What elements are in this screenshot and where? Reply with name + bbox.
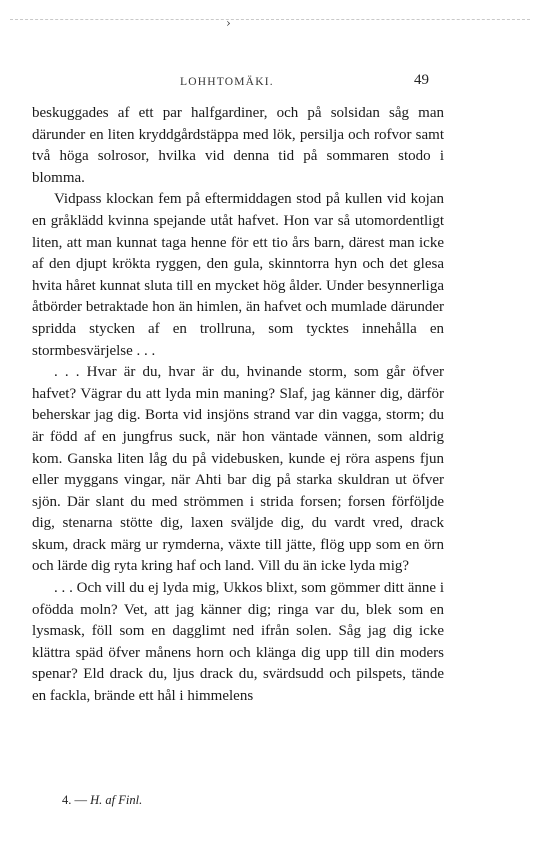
top-rule — [10, 19, 530, 20]
body-text — [32, 103, 444, 708]
printer-mark: › — [226, 16, 231, 30]
signature-mark — [62, 793, 142, 808]
signature-number: 4. — — [62, 793, 87, 807]
paragraph-1: beskuggades af ett par halfgardiner, och på solsidan såg man därunder en liten kryddgårdstäppa med lök, persilja och rofvor samt två höga solrosor, hvilka vid denna tid på sommaren stodo i blomma. — [32, 105, 444, 186]
paragraph-4: . . . Och vill du ej lyda mig, Ukkos blixt, som gömmer ditt änne i oföddа moln? Vet, att jag känner dig; ringa var du, blek som en lysmask, föll som en dagglimt ned ifrån solen. Såg jag dig icke klättra späd öfver månens horn och klänga dig upp till din moders spenar? Eld drack du, ljus drack du, svärdsudd och pilspets, tände en fackla, brände ett hål i himmelens — [32, 580, 444, 705]
paragraph-2: Vidpass klockan fem på eftermiddagen stod på kullen vid kojan en gråklädd kvinna spejande utåt hafvet. Hon var så utomordentligt liten, att man kunnat taga henne för ett tio års barn, därest man icke af den djupt krökta ryggen, den gula, skinntorra hyn och det glesa hvita håret kunnat sluta till en mycket hög ålder. Under besynnerliga åtbörder betraktade hon än himlen, än hafvet och mumlade därunder spridda stycken af en trollruna, som tycktes innehålla en stormbesvärjelse . . . — [32, 191, 444, 359]
page-number: 49 — [414, 72, 429, 88]
signature-title: H. af Finl. — [90, 793, 143, 807]
paragraph-3: . . . Hvar är du, hvar är du, hvinande storm, som går öfver hafvet? Vägrar du att lyda min maning? Slaf, jag känner dig, därför beherskar jag dig. Borta vid insjöns strand var din vagga, storm; du är född af en jungfrus suck, när hon väntade vännen, som aldrig kom. Ganska liten låg du på videbusken, kunde ej röra aspens fjun eller myggans vingar, när Ahti bar dig på starka skuldran ut öfver sjön. Där slant du med strömmen i strida forsen; forsen förföljde dig, stenarna stötte dig, laxen sväljde dig, du vardt vred, drack skum, drack märg ur rymderna, växte till jätte, flög upp som en örn och lärde dig ryta kring haf och land. Vill du än icke lyda mig? — [32, 364, 444, 575]
running-head: LOHHTOMÄKI. — [180, 76, 274, 88]
